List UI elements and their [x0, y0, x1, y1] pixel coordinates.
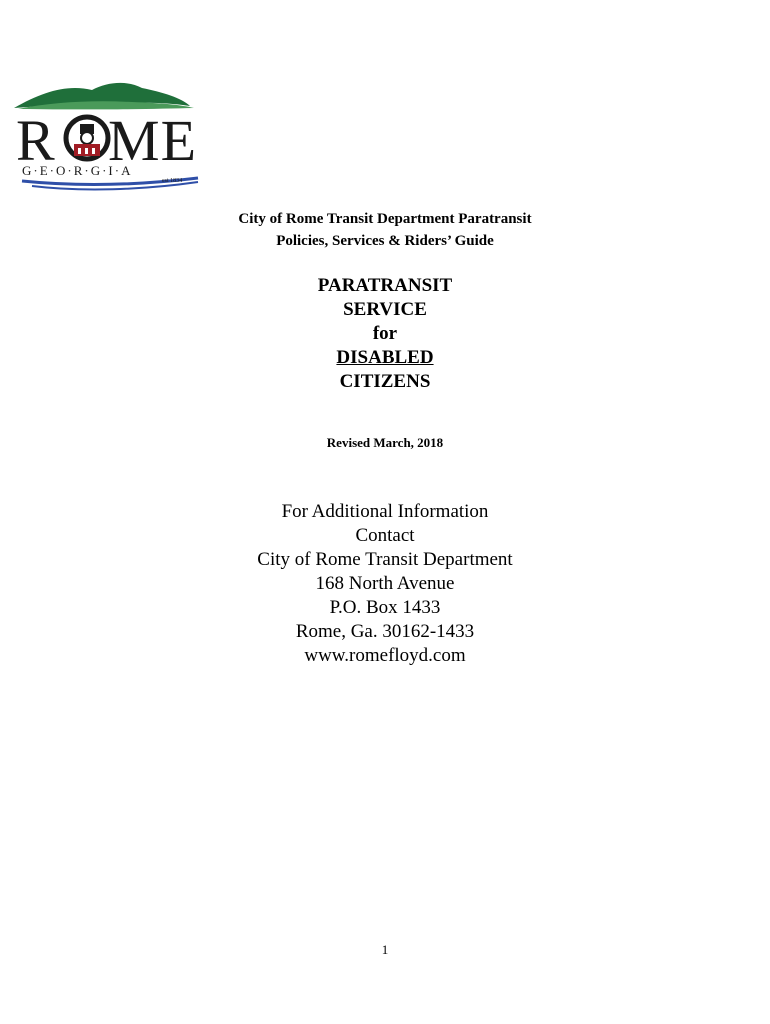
logo-est-text: est 1834	[162, 178, 183, 184]
heading-line-2: Policies, Services & Riders’ Guide	[276, 233, 494, 249]
contact-website-link[interactable]: www.romefloyd.com	[304, 645, 466, 666]
title-line-4: DISABLED	[336, 347, 434, 368]
document-heading	[0, 208, 770, 252]
logo-state-text: G·E·O·R·G·I·A	[22, 163, 133, 178]
page-number: 1	[381, 942, 389, 957]
title-line-5: CITIZENS	[339, 371, 431, 392]
contact-line-3: City of Rome Transit Department	[257, 549, 513, 570]
contact-block	[0, 500, 770, 668]
title-line-2: SERVICE	[343, 299, 427, 320]
title-line-3: for	[372, 323, 398, 344]
rome-georgia-logo	[12, 78, 204, 202]
svg-text:ME: ME	[108, 108, 197, 173]
contact-line-1: For Additional Information	[281, 501, 489, 522]
contact-line-5: P.O. Box 1433	[329, 597, 441, 618]
contact-line-4: 168 North Avenue	[315, 573, 455, 594]
heading-line-1: City of Rome Transit Department Paratransit	[238, 211, 532, 227]
rome-logo-graphic	[12, 78, 204, 202]
svg-text:R: R	[16, 108, 56, 173]
document-title	[0, 274, 770, 394]
title-line-1: PARATRANSIT	[317, 275, 453, 296]
contact-line-6: Rome, Ga. 30162-1433	[295, 621, 475, 642]
contact-line-2: Contact	[355, 525, 415, 546]
revised-date: Revised March, 2018	[326, 435, 444, 450]
